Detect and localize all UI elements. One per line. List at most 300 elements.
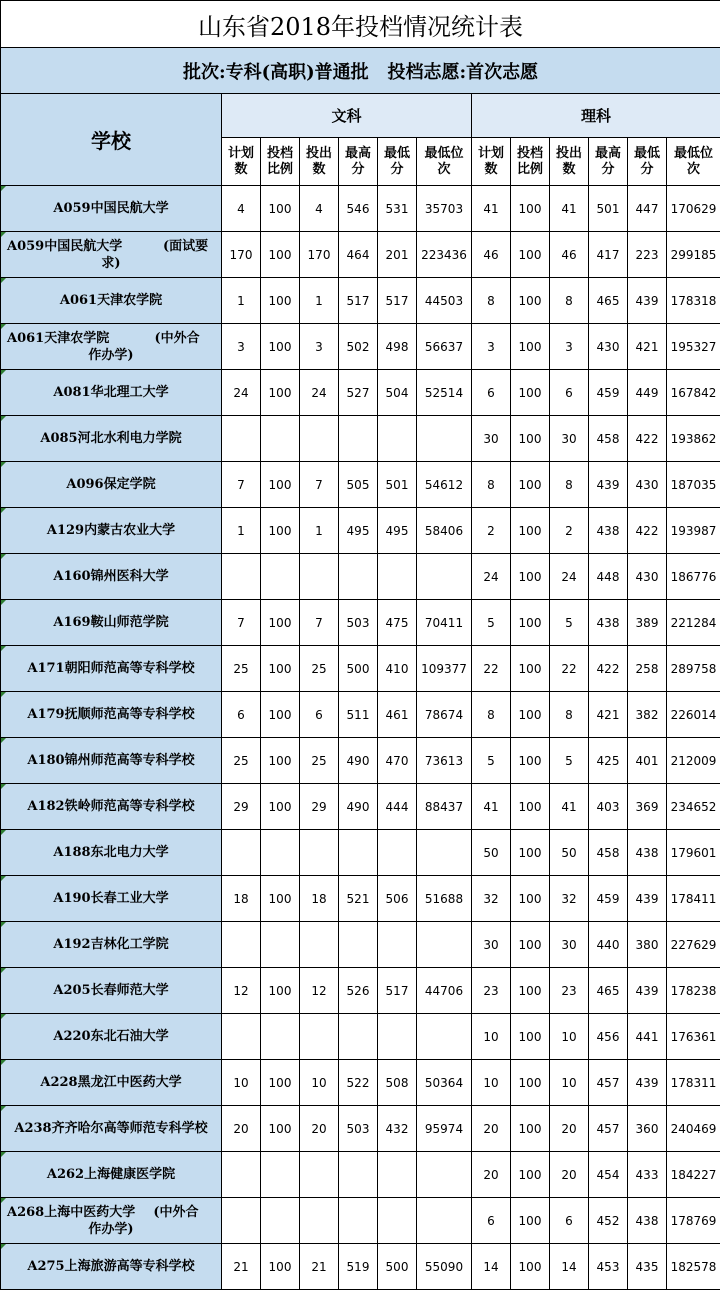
wenke-plan-count-cell: 1	[222, 278, 261, 324]
like-max-score-cell: 453	[589, 1244, 628, 1290]
school-cell	[1, 508, 222, 554]
wenke-max-score-cell	[339, 554, 378, 600]
like-col-min-score	[628, 138, 667, 186]
school-cell	[1, 1198, 222, 1244]
like-min-score-cell: 449	[628, 370, 667, 416]
col-header-line2: 分	[640, 161, 654, 177]
school-cell	[1, 462, 222, 508]
table-row	[1, 278, 720, 324]
like-min-score-cell: 433	[628, 1152, 667, 1198]
like-col-plan-count	[472, 138, 511, 186]
wenke-min-score-cell: 444	[378, 784, 417, 830]
school-name: A238齐齐哈尔高等师范专科学校	[14, 1121, 208, 1136]
school-cell	[1, 370, 222, 416]
wenke-max-score-cell	[339, 1014, 378, 1060]
like-ratio-cell: 100	[511, 968, 550, 1014]
table-row	[1, 968, 720, 1014]
wenke-dispatched-count-cell: 29	[300, 784, 339, 830]
wenke-min-score-cell: 201	[378, 232, 417, 278]
wenke-min-rank-cell: 78674	[417, 692, 472, 738]
wenke-ratio-cell: 100	[261, 1060, 300, 1106]
table-row	[1, 646, 720, 692]
wenke-plan-count-cell: 3	[222, 324, 261, 370]
like-min-score-cell: 422	[628, 416, 667, 462]
wenke-min-rank-cell: 95974	[417, 1106, 472, 1152]
school-cell	[1, 1244, 222, 1290]
like-dispatched-count-cell: 41	[550, 784, 589, 830]
like-plan-count-cell: 5	[472, 600, 511, 646]
like-max-score-cell: 458	[589, 416, 628, 462]
like-max-score-cell: 454	[589, 1152, 628, 1198]
like-max-score-cell: 459	[589, 370, 628, 416]
table-row	[1, 508, 720, 554]
school-cell	[1, 922, 222, 968]
like-min-rank-cell: 212009	[667, 738, 720, 784]
wenke-min-rank-cell: 56637	[417, 324, 472, 370]
like-max-score-cell: 438	[589, 508, 628, 554]
col-header-line2: 比例	[516, 161, 543, 177]
wenke-dispatched-count-cell: 24	[300, 370, 339, 416]
wenke-ratio-cell	[261, 922, 300, 968]
col-header-line2: 分	[390, 161, 404, 177]
table-row	[1, 554, 720, 600]
wenke-plan-count-cell: 21	[222, 1244, 261, 1290]
table-row	[1, 324, 720, 370]
wenke-min-rank-cell	[417, 922, 472, 968]
like-min-rank-cell: 186776	[667, 554, 720, 600]
wenke-ratio-cell: 100	[261, 968, 300, 1014]
school-name: A180锦州师范高等专科学校	[27, 753, 195, 768]
wenke-ratio-cell	[261, 1198, 300, 1244]
wenke-min-rank-cell: 223436	[417, 232, 472, 278]
like-ratio-cell: 100	[511, 232, 550, 278]
like-min-rank-cell: 193987	[667, 508, 720, 554]
col-header-line1: 投出	[555, 145, 582, 161]
like-min-rank-cell: 195327	[667, 324, 720, 370]
wenke-min-rank-cell	[417, 416, 472, 462]
like-ratio-cell: 100	[511, 1014, 550, 1060]
like-min-rank-cell: 178411	[667, 876, 720, 922]
like-dispatched-count-cell: 5	[550, 738, 589, 784]
wenke-min-score-cell: 531	[378, 186, 417, 232]
like-col-dispatched-count	[550, 138, 589, 186]
wenke-max-score-cell: 527	[339, 370, 378, 416]
like-max-score-cell: 448	[589, 554, 628, 600]
col-header-line2: 分	[601, 161, 615, 177]
wenke-max-score-cell: 511	[339, 692, 378, 738]
wenke-min-score-cell: 495	[378, 508, 417, 554]
table-row	[1, 830, 720, 876]
col-header-line2: 次	[437, 161, 451, 177]
like-dispatched-count-cell: 50	[550, 830, 589, 876]
wenke-plan-count-cell: 20	[222, 1106, 261, 1152]
like-min-score-cell: 382	[628, 692, 667, 738]
like-min-rank-cell: 167842	[667, 370, 720, 416]
wenke-ratio-cell: 100	[261, 324, 300, 370]
like-min-score-cell: 430	[628, 462, 667, 508]
wenke-min-score-cell: 506	[378, 876, 417, 922]
table-row	[1, 232, 720, 278]
like-plan-count-cell: 8	[472, 278, 511, 324]
wenke-max-score-cell: 503	[339, 1106, 378, 1152]
like-dispatched-count-cell: 10	[550, 1014, 589, 1060]
col-header-line1: 最高	[594, 145, 621, 161]
like-ratio-cell: 100	[511, 324, 550, 370]
like-plan-count-cell: 22	[472, 646, 511, 692]
wenke-dispatched-count-cell: 1	[300, 278, 339, 324]
cell-marker-icon	[1, 462, 6, 467]
wenke-max-score-cell: 495	[339, 508, 378, 554]
like-ratio-cell: 100	[511, 554, 550, 600]
like-max-score-cell: 421	[589, 692, 628, 738]
like-max-score-cell: 425	[589, 738, 628, 784]
school-name: A262上海健康医学院	[46, 1167, 176, 1182]
table-row	[1, 186, 720, 232]
like-min-score-cell: 435	[628, 1244, 667, 1290]
like-min-rank-cell: 178769	[667, 1198, 720, 1244]
like-ratio-cell: 100	[511, 646, 550, 692]
like-max-score-cell: 430	[589, 324, 628, 370]
wenke-max-score-cell: 503	[339, 600, 378, 646]
wenke-ratio-cell: 100	[261, 600, 300, 646]
wenke-min-rank-cell	[417, 830, 472, 876]
like-min-rank-cell: 299185	[667, 232, 720, 278]
school-cell	[1, 784, 222, 830]
wenke-min-score-cell: 498	[378, 324, 417, 370]
wenke-plan-count-cell: 25	[222, 646, 261, 692]
wenke-dispatched-count-cell: 10	[300, 1060, 339, 1106]
wenke-ratio-cell: 100	[261, 1106, 300, 1152]
table-row	[1, 876, 720, 922]
wenke-col-max-score	[339, 138, 378, 186]
like-plan-count-cell: 23	[472, 968, 511, 1014]
like-plan-count-cell: 8	[472, 462, 511, 508]
like-min-score-cell: 360	[628, 1106, 667, 1152]
school-name: A169鞍山师范学院	[53, 615, 169, 630]
school-name: A081华北理工大学	[53, 385, 169, 400]
like-ratio-cell: 100	[511, 1152, 550, 1198]
school-cell	[1, 830, 222, 876]
like-ratio-cell: 100	[511, 600, 550, 646]
cell-marker-icon	[1, 830, 6, 835]
like-ratio-cell: 100	[511, 922, 550, 968]
cell-marker-icon	[1, 416, 6, 421]
like-dispatched-count-cell: 8	[550, 462, 589, 508]
like-max-score-cell: 440	[589, 922, 628, 968]
wenke-min-score-cell	[378, 1198, 417, 1244]
cell-marker-icon	[1, 554, 6, 559]
like-plan-count-cell: 10	[472, 1014, 511, 1060]
wenke-plan-count-cell: 7	[222, 462, 261, 508]
table-row	[1, 1014, 720, 1060]
wenke-group-header: 文科	[222, 94, 472, 138]
like-min-score-cell: 430	[628, 554, 667, 600]
school-name: A179抚顺师范高等专科学校	[27, 707, 195, 722]
like-dispatched-count-cell: 46	[550, 232, 589, 278]
like-col-min-rank	[667, 138, 720, 186]
school-name: A268上海中医药大学 (中外合	[7, 1204, 199, 1220]
school-cell	[1, 600, 222, 646]
like-ratio-cell: 100	[511, 508, 550, 554]
like-plan-count-cell: 32	[472, 876, 511, 922]
table-row	[1, 922, 720, 968]
wenke-col-dispatched-count	[300, 138, 339, 186]
cell-marker-icon	[1, 784, 6, 789]
wenke-min-rank-cell: 35703	[417, 186, 472, 232]
school-cell	[1, 738, 222, 784]
wenke-min-score-cell	[378, 416, 417, 462]
like-max-score-cell: 465	[589, 968, 628, 1014]
like-min-rank-cell: 240469	[667, 1106, 720, 1152]
like-ratio-cell: 100	[511, 738, 550, 784]
like-min-score-cell: 447	[628, 186, 667, 232]
wenke-ratio-cell: 100	[261, 278, 300, 324]
wenke-plan-count-cell: 6	[222, 692, 261, 738]
school-name: A220东北石油大学	[53, 1029, 169, 1044]
school-cell	[1, 416, 222, 462]
wenke-dispatched-count-cell: 7	[300, 462, 339, 508]
cell-marker-icon	[1, 1198, 6, 1203]
like-max-score-cell: 459	[589, 876, 628, 922]
like-plan-count-cell: 30	[472, 416, 511, 462]
wenke-min-score-cell: 475	[378, 600, 417, 646]
wenke-min-rank-cell: 58406	[417, 508, 472, 554]
wenke-min-score-cell: 517	[378, 968, 417, 1014]
like-min-rank-cell: 289758	[667, 646, 720, 692]
wenke-dispatched-count-cell: 12	[300, 968, 339, 1014]
wenke-dispatched-count-cell: 170	[300, 232, 339, 278]
wenke-min-rank-cell: 51688	[417, 876, 472, 922]
col-header-line1: 投出	[305, 145, 332, 161]
like-plan-count-cell: 41	[472, 784, 511, 830]
wenke-min-rank-cell: 50364	[417, 1060, 472, 1106]
like-plan-count-cell: 20	[472, 1106, 511, 1152]
batch-subtitle: 批次:专科(高职)普通批 投档志愿:首次志愿	[1, 48, 720, 94]
wenke-ratio-cell	[261, 1152, 300, 1198]
wenke-min-rank-cell	[417, 1014, 472, 1060]
wenke-dispatched-count-cell: 1	[300, 508, 339, 554]
table-row	[1, 1060, 720, 1106]
like-min-score-cell: 439	[628, 876, 667, 922]
like-ratio-cell: 100	[511, 876, 550, 922]
school-cell	[1, 232, 222, 278]
like-ratio-cell: 100	[511, 692, 550, 738]
wenke-ratio-cell: 100	[261, 232, 300, 278]
wenke-max-score-cell	[339, 1198, 378, 1244]
wenke-plan-count-cell: 7	[222, 600, 261, 646]
like-dispatched-count-cell: 10	[550, 1060, 589, 1106]
wenke-ratio-cell	[261, 416, 300, 462]
school-name: A059中国民航大学 (面试要	[7, 238, 209, 254]
school-name: A275上海旅游高等专科学校	[27, 1259, 195, 1274]
wenke-max-score-cell: 490	[339, 738, 378, 784]
like-min-rank-cell: 178238	[667, 968, 720, 1014]
table-row	[1, 692, 720, 738]
school-cell	[1, 278, 222, 324]
wenke-ratio-cell: 100	[261, 692, 300, 738]
like-dispatched-count-cell: 6	[550, 1198, 589, 1244]
cell-marker-icon	[1, 1152, 6, 1157]
like-max-score-cell: 403	[589, 784, 628, 830]
school-name: A160锦州医科大学	[53, 569, 169, 584]
wenke-min-rank-cell: 73613	[417, 738, 472, 784]
like-min-rank-cell: 178318	[667, 278, 720, 324]
wenke-col-min-rank	[417, 138, 472, 186]
like-min-score-cell: 438	[628, 1198, 667, 1244]
like-dispatched-count-cell: 22	[550, 646, 589, 692]
wenke-max-score-cell: 464	[339, 232, 378, 278]
like-min-score-cell: 421	[628, 324, 667, 370]
school-name: A188东北电力大学	[53, 845, 169, 860]
like-min-rank-cell: 221284	[667, 600, 720, 646]
wenke-min-rank-cell: 44706	[417, 968, 472, 1014]
wenke-min-rank-cell: 88437	[417, 784, 472, 830]
like-plan-count-cell: 8	[472, 692, 511, 738]
school-name: A192吉林化工学院	[53, 937, 169, 952]
like-min-score-cell: 422	[628, 508, 667, 554]
school-column-header: 学校	[1, 94, 222, 186]
wenke-max-score-cell	[339, 830, 378, 876]
cell-marker-icon	[1, 508, 6, 513]
col-header-line1: 最低位	[424, 145, 464, 161]
wenke-dispatched-count-cell	[300, 1198, 339, 1244]
wenke-max-score-cell: 490	[339, 784, 378, 830]
table-row	[1, 370, 720, 416]
like-plan-count-cell: 6	[472, 370, 511, 416]
wenke-plan-count-cell: 29	[222, 784, 261, 830]
wenke-ratio-cell: 100	[261, 784, 300, 830]
wenke-min-score-cell: 501	[378, 462, 417, 508]
like-ratio-cell: 100	[511, 462, 550, 508]
like-dispatched-count-cell: 30	[550, 922, 589, 968]
wenke-dispatched-count-cell	[300, 416, 339, 462]
wenke-plan-count-cell: 170	[222, 232, 261, 278]
col-header-line2: 数	[562, 161, 576, 177]
wenke-min-rank-cell: 44503	[417, 278, 472, 324]
wenke-max-score-cell: 505	[339, 462, 378, 508]
school-name: A061天津农学院	[59, 293, 163, 308]
like-plan-count-cell: 10	[472, 1060, 511, 1106]
cell-marker-icon	[1, 1244, 6, 1249]
wenke-plan-count-cell	[222, 1152, 261, 1198]
wenke-dispatched-count-cell	[300, 1014, 339, 1060]
like-min-rank-cell: 227629	[667, 922, 720, 968]
school-cell	[1, 646, 222, 692]
school-cell	[1, 324, 222, 370]
wenke-ratio-cell: 100	[261, 370, 300, 416]
like-max-score-cell: 439	[589, 462, 628, 508]
like-plan-count-cell: 2	[472, 508, 511, 554]
wenke-dispatched-count-cell	[300, 554, 339, 600]
like-plan-count-cell: 14	[472, 1244, 511, 1290]
wenke-dispatched-count-cell	[300, 830, 339, 876]
cell-marker-icon	[1, 738, 6, 743]
school-cell	[1, 692, 222, 738]
like-ratio-cell: 100	[511, 1060, 550, 1106]
like-plan-count-cell: 46	[472, 232, 511, 278]
wenke-dispatched-count-cell: 4	[300, 186, 339, 232]
wenke-min-score-cell: 432	[378, 1106, 417, 1152]
wenke-max-score-cell: 502	[339, 324, 378, 370]
cell-marker-icon	[1, 278, 6, 283]
wenke-dispatched-count-cell: 25	[300, 646, 339, 692]
like-ratio-cell: 100	[511, 1244, 550, 1290]
wenke-max-score-cell: 546	[339, 186, 378, 232]
school-name: A182铁岭师范高等专科学校	[27, 799, 195, 814]
wenke-plan-count-cell: 4	[222, 186, 261, 232]
like-dispatched-count-cell: 5	[550, 600, 589, 646]
like-ratio-cell: 100	[511, 278, 550, 324]
like-ratio-cell: 100	[511, 1106, 550, 1152]
cell-marker-icon	[1, 600, 6, 605]
like-plan-count-cell: 24	[472, 554, 511, 600]
school-cell	[1, 1106, 222, 1152]
wenke-dispatched-count-cell: 20	[300, 1106, 339, 1152]
like-col-max-score	[589, 138, 628, 186]
table-row	[1, 1198, 720, 1244]
cell-marker-icon	[1, 876, 6, 881]
wenke-min-score-cell	[378, 922, 417, 968]
wenke-min-score-cell	[378, 830, 417, 876]
wenke-plan-count-cell	[222, 416, 261, 462]
like-max-score-cell: 465	[589, 278, 628, 324]
wenke-max-score-cell: 500	[339, 646, 378, 692]
like-max-score-cell: 452	[589, 1198, 628, 1244]
like-ratio-cell: 100	[511, 416, 550, 462]
like-min-rank-cell: 178311	[667, 1060, 720, 1106]
col-header-line1: 最低	[633, 145, 660, 161]
school-cell	[1, 876, 222, 922]
table-row	[1, 1106, 720, 1152]
school-cell	[1, 186, 222, 232]
like-ratio-cell: 100	[511, 370, 550, 416]
like-plan-count-cell: 3	[472, 324, 511, 370]
wenke-plan-count-cell: 25	[222, 738, 261, 784]
col-header-line1: 最低	[383, 145, 410, 161]
wenke-ratio-cell	[261, 1014, 300, 1060]
wenke-plan-count-cell: 10	[222, 1060, 261, 1106]
like-max-score-cell: 417	[589, 232, 628, 278]
wenke-ratio-cell: 100	[261, 738, 300, 784]
like-max-score-cell: 501	[589, 186, 628, 232]
school-cell	[1, 554, 222, 600]
wenke-min-score-cell: 500	[378, 1244, 417, 1290]
wenke-ratio-cell: 100	[261, 508, 300, 554]
cell-marker-icon	[1, 1014, 6, 1019]
school-cell	[1, 968, 222, 1014]
wenke-min-score-cell: 504	[378, 370, 417, 416]
school-cell	[1, 1152, 222, 1198]
like-group-header: 理科	[472, 94, 720, 138]
wenke-min-rank-cell: 54612	[417, 462, 472, 508]
col-header-line2: 数	[234, 161, 248, 177]
col-header-line2: 数	[484, 161, 498, 177]
wenke-min-score-cell: 508	[378, 1060, 417, 1106]
like-dispatched-count-cell: 8	[550, 692, 589, 738]
cell-marker-icon	[1, 324, 6, 329]
wenke-plan-count-cell	[222, 830, 261, 876]
page-title: 山东省2018年投档情况统计表	[1, 1, 720, 48]
school-name: A129内蒙古农业大学	[46, 523, 176, 538]
like-max-score-cell: 457	[589, 1060, 628, 1106]
col-header-line1: 计划	[227, 145, 254, 161]
like-dispatched-count-cell: 6	[550, 370, 589, 416]
wenke-min-rank-cell: 109377	[417, 646, 472, 692]
like-plan-count-cell: 6	[472, 1198, 511, 1244]
wenke-dispatched-count-cell: 6	[300, 692, 339, 738]
like-dispatched-count-cell: 3	[550, 324, 589, 370]
wenke-dispatched-count-cell: 3	[300, 324, 339, 370]
